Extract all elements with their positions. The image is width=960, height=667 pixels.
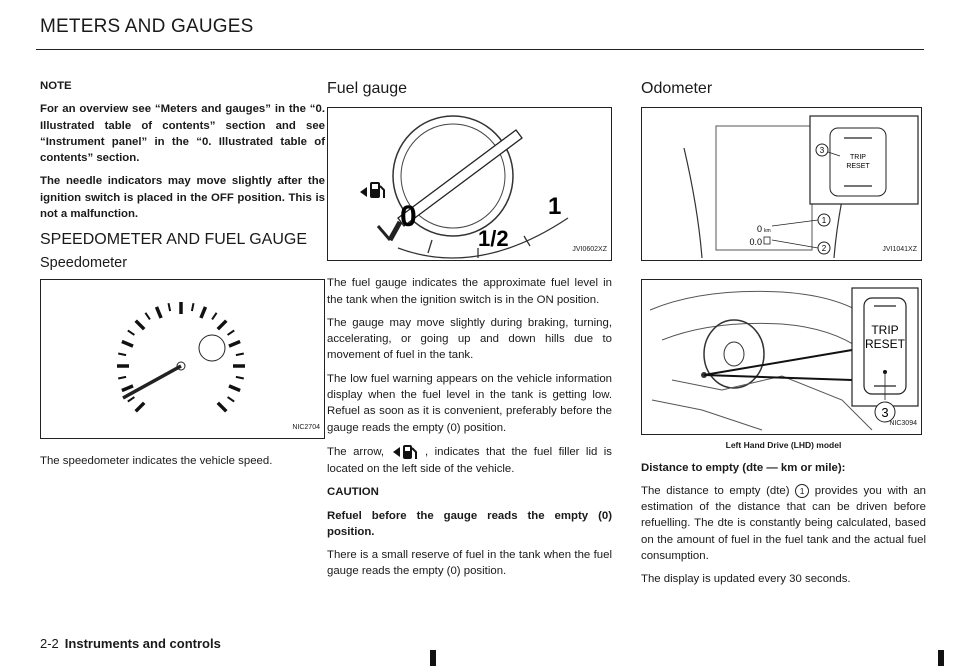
dte-heading: Distance to empty (dte — km or mile): [641,461,846,474]
fuel-gauge-figure [327,107,612,261]
header-rule [36,49,924,50]
dte-paragraph-1 [641,483,926,564]
odometer-figure [641,107,922,261]
cockpit-caption: Left Hand Drive (LHD) model [725,440,842,451]
gauge-label-zero: 0 [400,200,417,234]
gauge-label-one: 1 [548,193,562,221]
speedometer-needle [123,366,181,398]
fuel-pump-icon [360,182,384,198]
odometer-reset-label: RESET [846,163,870,171]
speedometer-dial [117,302,245,411]
speedometer-tick [145,313,150,320]
speedometer-hub [199,335,225,361]
speedometer-tick [229,341,240,346]
section-heading: SPEEDOMETER AND FUEL GAUGE [40,231,308,249]
fuel-paragraph-3: The low fuel warning appears on the vehicle information display when the fuel level in the tank is getting low. Refuel as soon as it is convenient, preferably before the gauge reads the empty (0) position. [327,372,612,434]
middle-column [327,78,612,587]
figure-label: NIC2704 [292,423,320,431]
note-paragraph-1: For an overview see “Meters and gauges” in the “0. Illustrated table of contents” section and see “Instrument panel” in the “0. Illustrated table of contents” section. [40,103,325,165]
note-title: NOTE [40,80,72,92]
right-column [641,78,926,595]
speedometer-tick [212,313,217,320]
speedometer-tick [228,330,235,335]
figure-label: NIC3094 [889,420,917,427]
cockpit-trip-label: TRIP [871,323,899,338]
dte-paragraph-2: The display is updated every 30 seconds. [641,573,851,586]
speedometer-tick [229,386,240,391]
cockpit-reset-label: RESET [864,337,906,352]
speedometer-tick [136,403,145,412]
speedometer-tick [122,341,133,346]
figure-label: JVI1041XZ [882,246,917,253]
dte-callout-1: 1 [795,484,809,498]
page-header: METERS AND GAUGES [40,16,254,37]
speedometer-tick [192,303,194,311]
odometer-trip-label: TRIP [850,154,866,162]
crop-mark [430,650,436,666]
callout-1: 1 [821,216,827,226]
odometer-km-value: 0 [756,224,762,235]
fuel-arrow-icon [391,443,419,461]
speedometer-tick [236,353,244,355]
fuel-paragraph-4 [327,443,612,477]
fuel-arrow-text-a: The arrow, [327,445,385,458]
page-footer [40,636,221,651]
fuel-paragraph-1: The fuel gauge indicates the approximate fuel level in the tank when the ignition switch is in the ON position. [327,277,612,306]
speedometer-tick [128,397,135,402]
fuel-gauge-heading: Fuel gauge [327,80,408,97]
caution-title: CAUTION [327,486,379,499]
speedometer-tick [169,303,171,311]
speedometer-tick [218,403,227,412]
crop-mark [938,650,944,666]
cockpit-figure [641,279,922,435]
speedometer-tick [136,321,145,330]
gauge-label-half: 1/2 [478,226,509,252]
odometer-heading: Odometer [641,80,713,97]
speedometer-tick [201,307,206,318]
speedometer-heading: Speedometer [40,254,128,271]
figure-label: JVI0602XZ [572,246,607,253]
footer-page-number: 2-2 [40,636,59,651]
odometer-illustration [642,108,921,260]
dte-text-b: provides you with an estimation of the distance that can be driven before refuelling. The dte is constantly being calculated, based on the amount of fuel in the fuel tank and the actual fuel consumption. [641,484,927,563]
fuel-paragraph-2: The gauge may move slightly during braking, turning, accelerating, or going up and down hills due to movement of fuel in the tank. [327,316,612,362]
speedometer-illustration [41,280,324,438]
fuel-arrow-text-b: , indicates that the fuel filler lid is located on the left side of the vehicle. [327,445,612,475]
fuel-paragraph-5: There is a small reserve of fuel in the tank when the fuel gauge reads the empty (0) position. [327,549,612,578]
speedometer-figure [40,279,325,439]
speedometer-tick [122,386,133,391]
fuel-gauge-illustration [328,108,611,260]
callout-3: 3 [819,146,825,156]
speedometer-tick [157,307,162,318]
odometer-trip-value: 0.0 [749,237,762,248]
speedometer-tick [118,353,126,355]
speedometer-tick [228,397,235,402]
speedometer-text: The speedometer indicates the vehicle speed. [40,454,273,467]
speedometer-tick [236,377,244,379]
speedometer-tick [218,321,227,330]
left-column [40,78,325,476]
speedometer-tick [128,330,135,335]
cockpit-callout-3: 3 [881,405,889,421]
footer-section: Instruments and controls [64,636,221,651]
callout-2: 2 [821,244,827,254]
note-paragraph-2: The needle indicators may move slightly after the ignition switch is placed in the OFF position. This is not a malfunction. [40,175,325,221]
dte-text-a: The distance to empty (dte) [641,484,790,497]
cockpit-illustration [642,280,921,434]
odometer-km-unit: km [764,228,771,235]
caution-text: Refuel before the gauge reads the empty (0) position. [327,509,612,538]
speedometer-tick [118,377,126,379]
